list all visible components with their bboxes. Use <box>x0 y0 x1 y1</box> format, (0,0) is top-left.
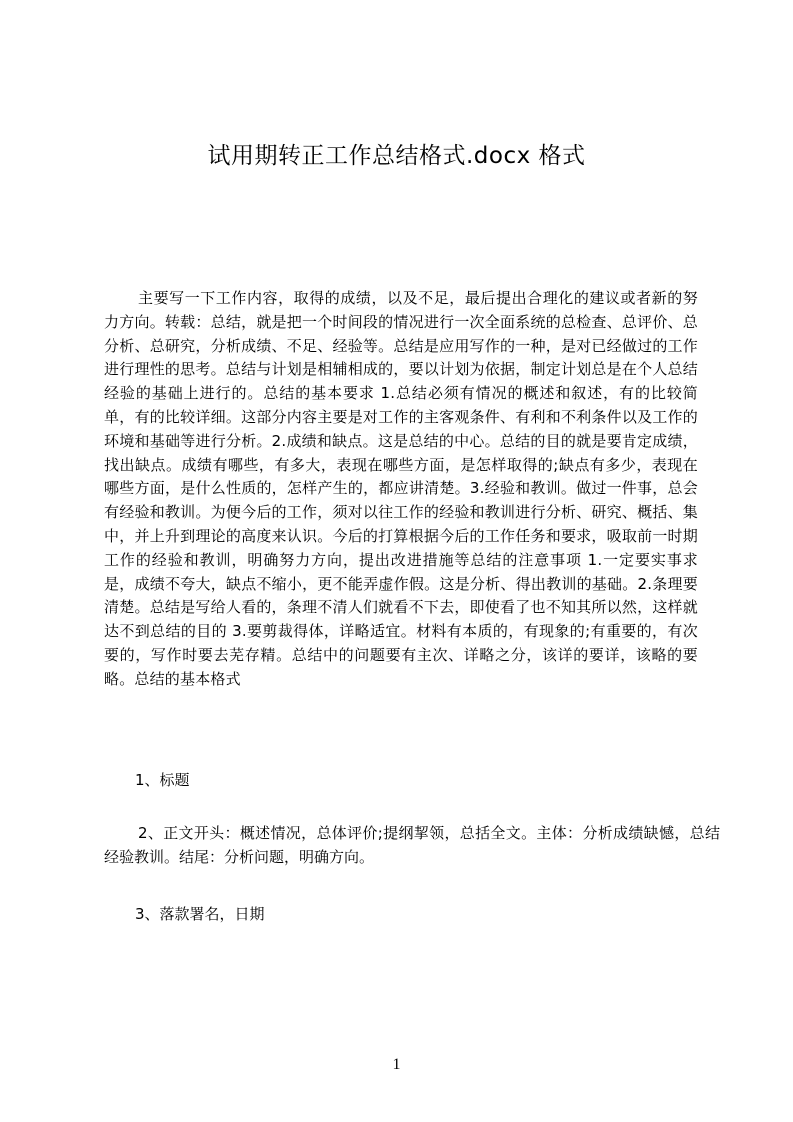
format-item-title: 1、标题 <box>135 771 190 789</box>
page-number: 1 <box>392 1056 401 1073</box>
format-item-signature: 3、落款署名，日期 <box>135 905 265 923</box>
document-title: 试用期转正工作总结格式.docx 格式 <box>207 143 586 169</box>
body-paragraph: 主要写一下工作内容，取得的成绩，以及不足，最后提出合理化的建议或者新的努力方向。转载：总结，就是把一个时间段的情况进行一次全面系统的总检查、总评价、总分析、总研究，分析成绩、不足、经验等。总结是应用写作的一种，是对已经做过的工作进行理性的思考。总结与计划是相辅相成的，要以计划为依据，制定计划总是在个人总结经验的基础上进行的。总结的基本要求 1.总结必须有情况的概述和叙述，有的比较简单，有的比较详细。这部分内容主要是对工作的主客观条件、有利和不利条件以及工作的环境和基础等进行分析。2.成绩和缺点。这是总结的中心。总结的目的就是要肯定成绩，找出缺点。成绩有哪些，有多大，表现在哪些方面，是怎样取得的;缺点有多少，表现在哪些方面，是什么性质的，怎样产生的，都应讲清楚。3.经验和教训。做过一件事，总会有经验和教训。为便今后的工作，须对以往工作的经验和教训进行分析、研究、概括、集中，并上升到理论的高度来认识。今后的打算根据今后的工作任务和要求，吸取前一时期工作的经验和教训，明确努力方向，提出改进措施等总结的注意事项 1.一定要实事求是，成绩不夸大，缺点不缩小，更不能弄虚作假。这是分析、得出教训的基础。2.条理要清楚。总结是写给人看的，条理不清人们就看不下去，即使看了也不知其所以然，这样就达不到总结的目的 3.要剪裁得体，详略适宜。材料有本质的，有现象的;有重要的，有次要的，写作时要去芜存精。总结中的问题要有主次、详略之分，该详的要详，该略的要略。总结的基本格式 <box>104 289 698 688</box>
format-item-body: 2、正文开头：概述情况，总体评价;提纲挈领，总括全文。主体：分析成绩缺憾，总结经验教训。结尾：分析问题，明确方向。 <box>104 824 720 866</box>
